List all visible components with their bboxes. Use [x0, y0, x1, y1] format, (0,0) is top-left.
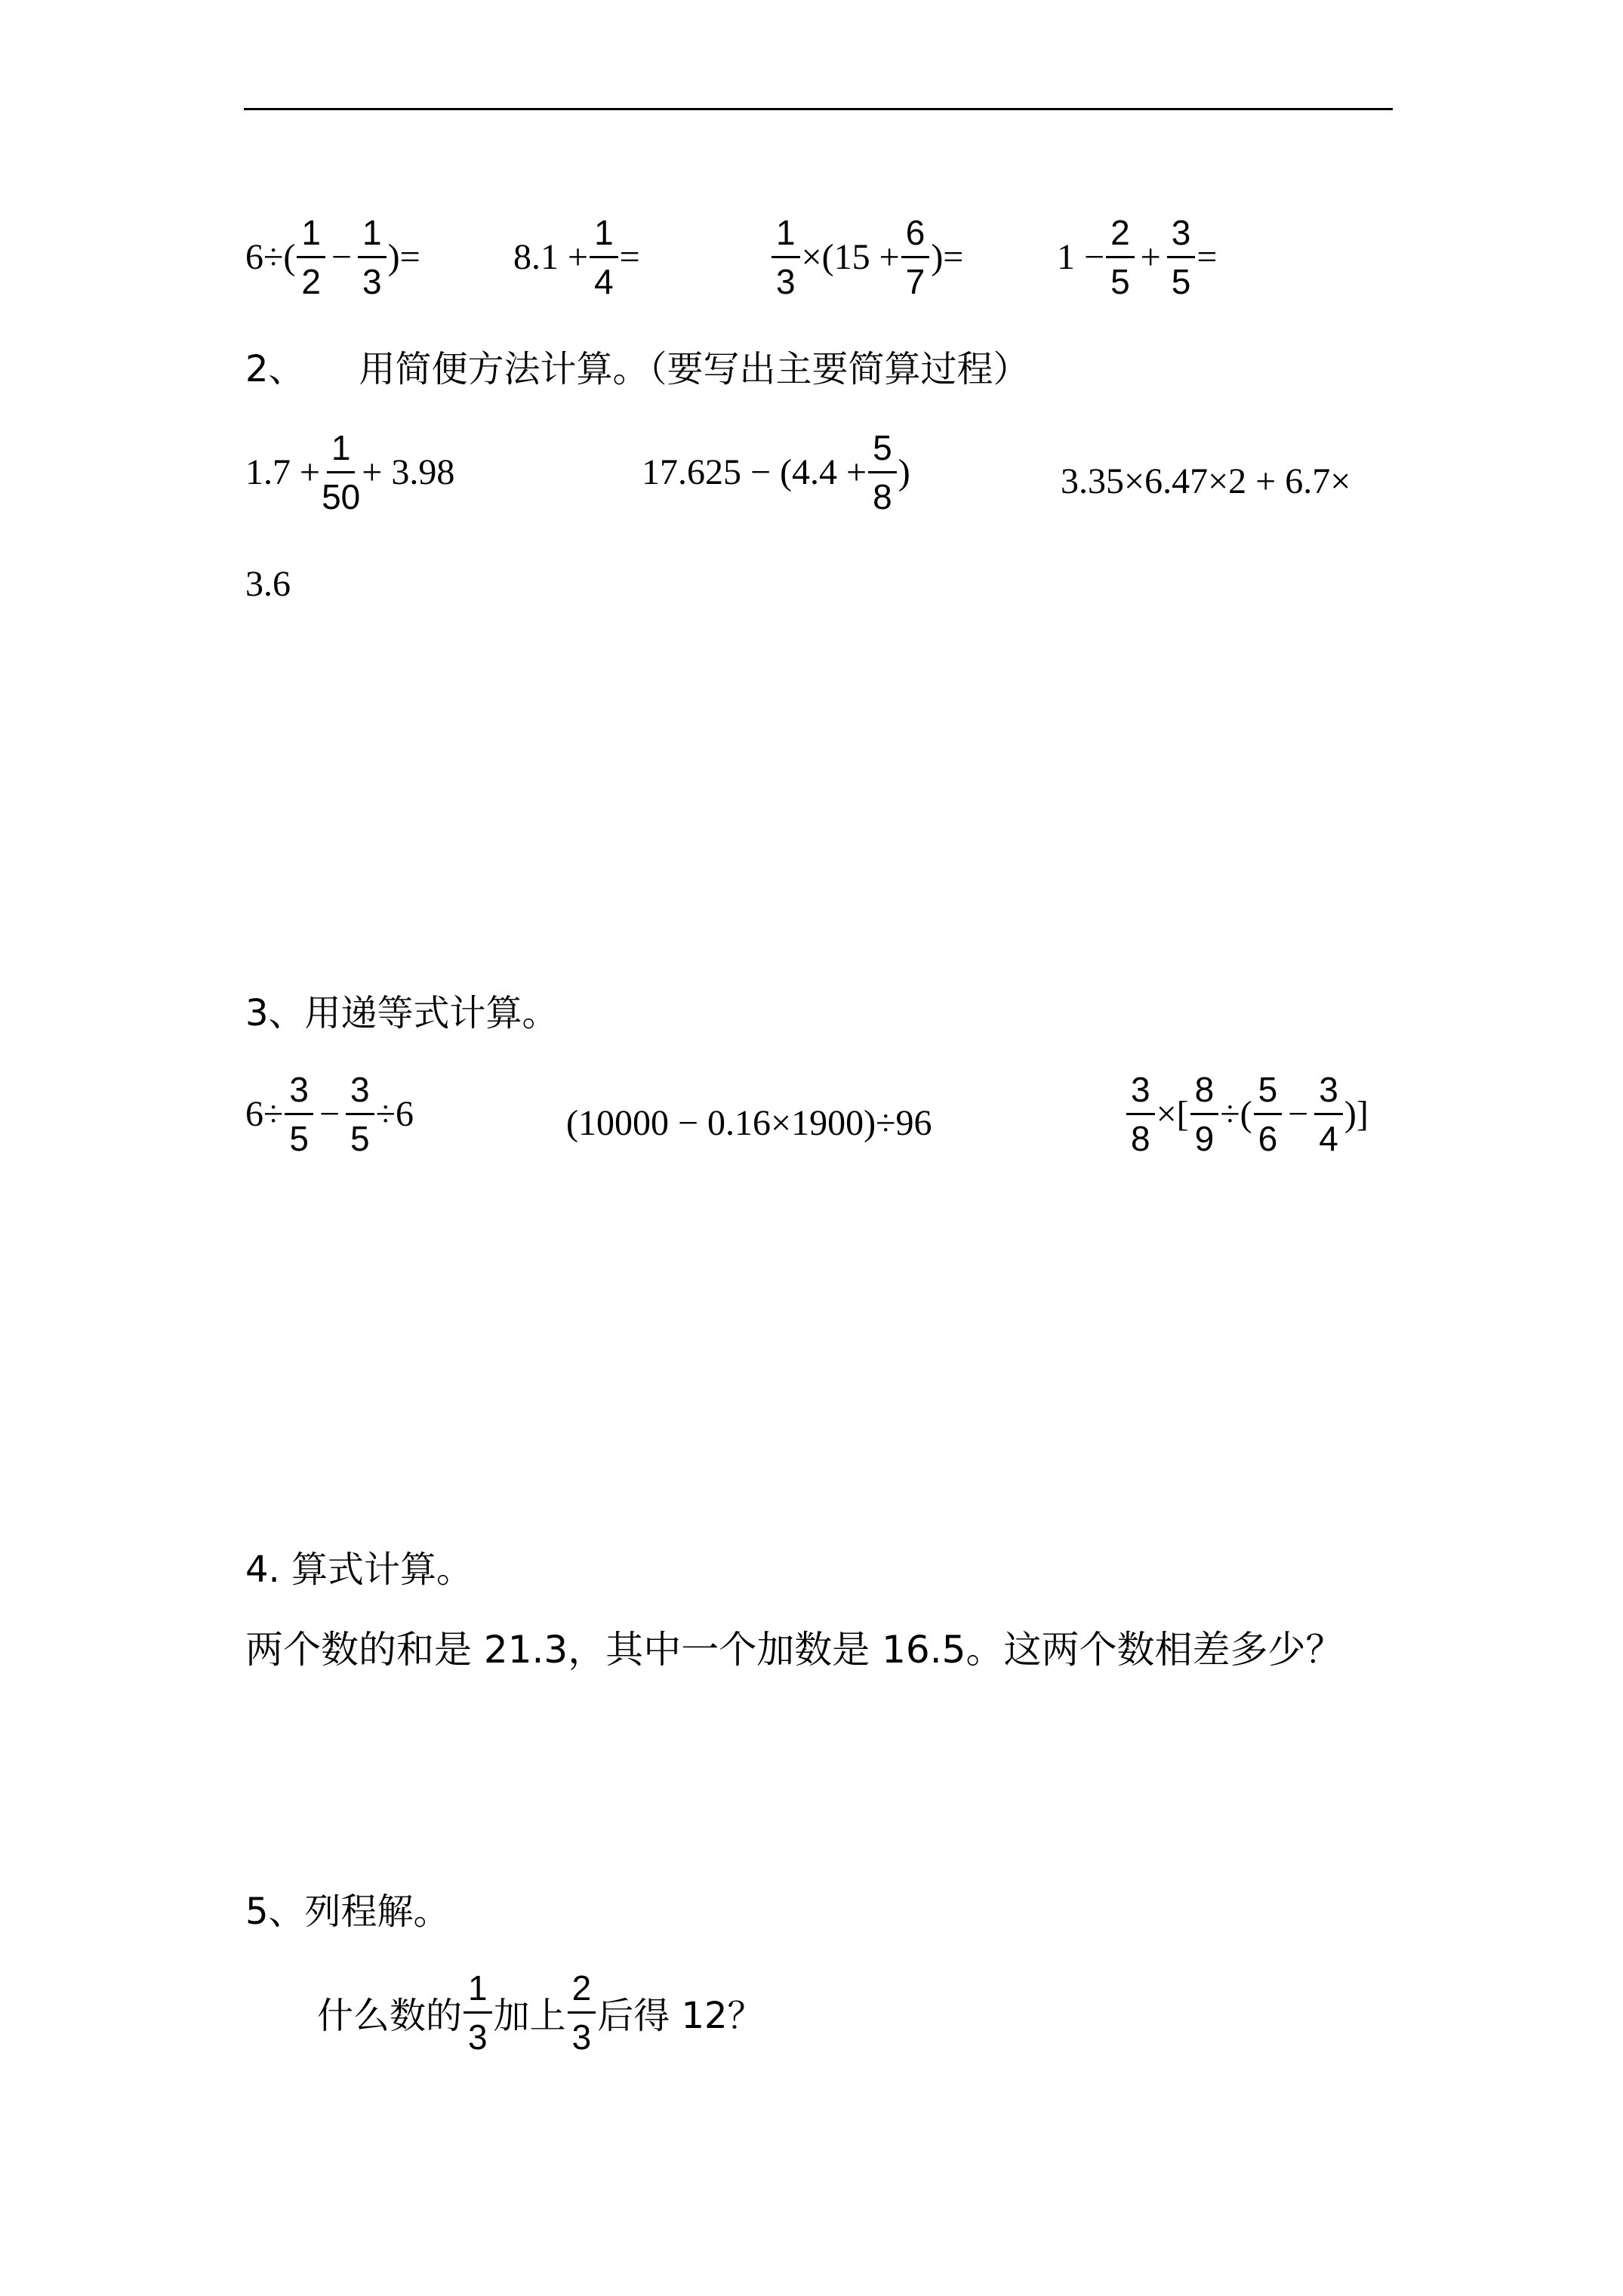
expr-text: (10000 − 0.16×1900)÷96 [566, 1103, 932, 1143]
section-5-heading: 5、列程解。 [245, 1891, 450, 1933]
expr-text: 8.1 + [513, 237, 589, 277]
expr-text: = [1196, 237, 1218, 277]
fraction: $\frac{1}{2}$ [297, 215, 325, 299]
expression-3-1 [245, 1072, 414, 1156]
expression-3-2 [566, 1102, 932, 1144]
operator: − [319, 1094, 340, 1134]
expr-text: = [619, 237, 640, 277]
expression-2-3 [1061, 461, 1350, 502]
expression-3-3 [1125, 1072, 1369, 1156]
fraction: $\frac{1}{3}$ [771, 215, 800, 299]
section-4-question: 两个数的和是 21.3，其中一个加数是 16.5。这两个数相差多少？ [245, 1628, 1344, 1672]
expression-1-2 [513, 215, 640, 299]
fraction: $\frac{1}{3}$ [358, 215, 387, 299]
expression-1-4 [1057, 215, 1217, 299]
expr-text: )] [1344, 1094, 1369, 1134]
operator: − [1288, 1094, 1309, 1134]
fraction: $\frac{8}{9}$ [1190, 1072, 1219, 1156]
expr-text: ×[ [1156, 1094, 1189, 1134]
fraction: $\frac{3}{5}$ [1167, 215, 1196, 299]
fraction: $\frac{1}{50}$ [322, 428, 361, 516]
expr-text: 1 − [1057, 237, 1105, 277]
fraction: $\frac{2}{3}$ [568, 1971, 596, 2054]
expression-2-3-continuation: 3.6 [245, 564, 291, 604]
question-text: 什么数的 [317, 1995, 463, 2037]
fraction: $\frac{1}{3}$ [463, 1971, 492, 2054]
expression-1-1 [245, 215, 420, 299]
question-text: 后得 12？ [597, 1995, 764, 2037]
section-3-heading: 3、用递等式计算。 [245, 992, 559, 1034]
expr-text: 3.35×6.47×2 + 6.7× [1061, 461, 1351, 501]
expr-text: )= [931, 237, 964, 277]
question-text: 加上 [493, 1995, 566, 2037]
fraction: $\frac{2}{5}$ [1106, 215, 1135, 299]
expr-text: 1.7 + [245, 452, 321, 492]
operator: − [331, 237, 352, 277]
section-4-heading: 4. 算式计算。 [245, 1549, 473, 1591]
fraction: $\frac{6}{7}$ [901, 215, 930, 299]
expr-text: ÷( [1220, 1094, 1252, 1134]
expression-2-2 [642, 430, 910, 514]
header-rule [244, 108, 1393, 110]
expr-text: 6÷ [245, 1094, 284, 1134]
expr-text: ) [898, 452, 910, 492]
expression-2-1 [245, 430, 454, 514]
expr-text: ÷6 [375, 1094, 414, 1134]
fraction: $\frac{3}{8}$ [1126, 1072, 1155, 1156]
fraction: $\frac{3}{5}$ [285, 1072, 313, 1156]
expression-1-3 [770, 215, 963, 299]
section-2-heading: 2、 用简便方法计算。（要写出主要简算过程） [245, 348, 1030, 390]
expr-text: 6÷( [245, 237, 296, 277]
expr-text: )= [387, 237, 420, 277]
fraction: $\frac{5}{8}$ [868, 430, 897, 514]
fraction: $\frac{1}{4}$ [590, 215, 618, 299]
expr-text: ×(15 + [801, 237, 900, 277]
expr-text: + 3.98 [362, 452, 455, 492]
fraction: $\frac{3}{5}$ [346, 1072, 374, 1156]
operator: + [1140, 237, 1161, 277]
section-5-question [317, 1968, 764, 2057]
fraction: $\frac{3}{4}$ [1314, 1072, 1343, 1156]
expr-text: 17.625 − (4.4 + [642, 452, 867, 492]
fraction: $\frac{5}{6}$ [1254, 1072, 1283, 1156]
